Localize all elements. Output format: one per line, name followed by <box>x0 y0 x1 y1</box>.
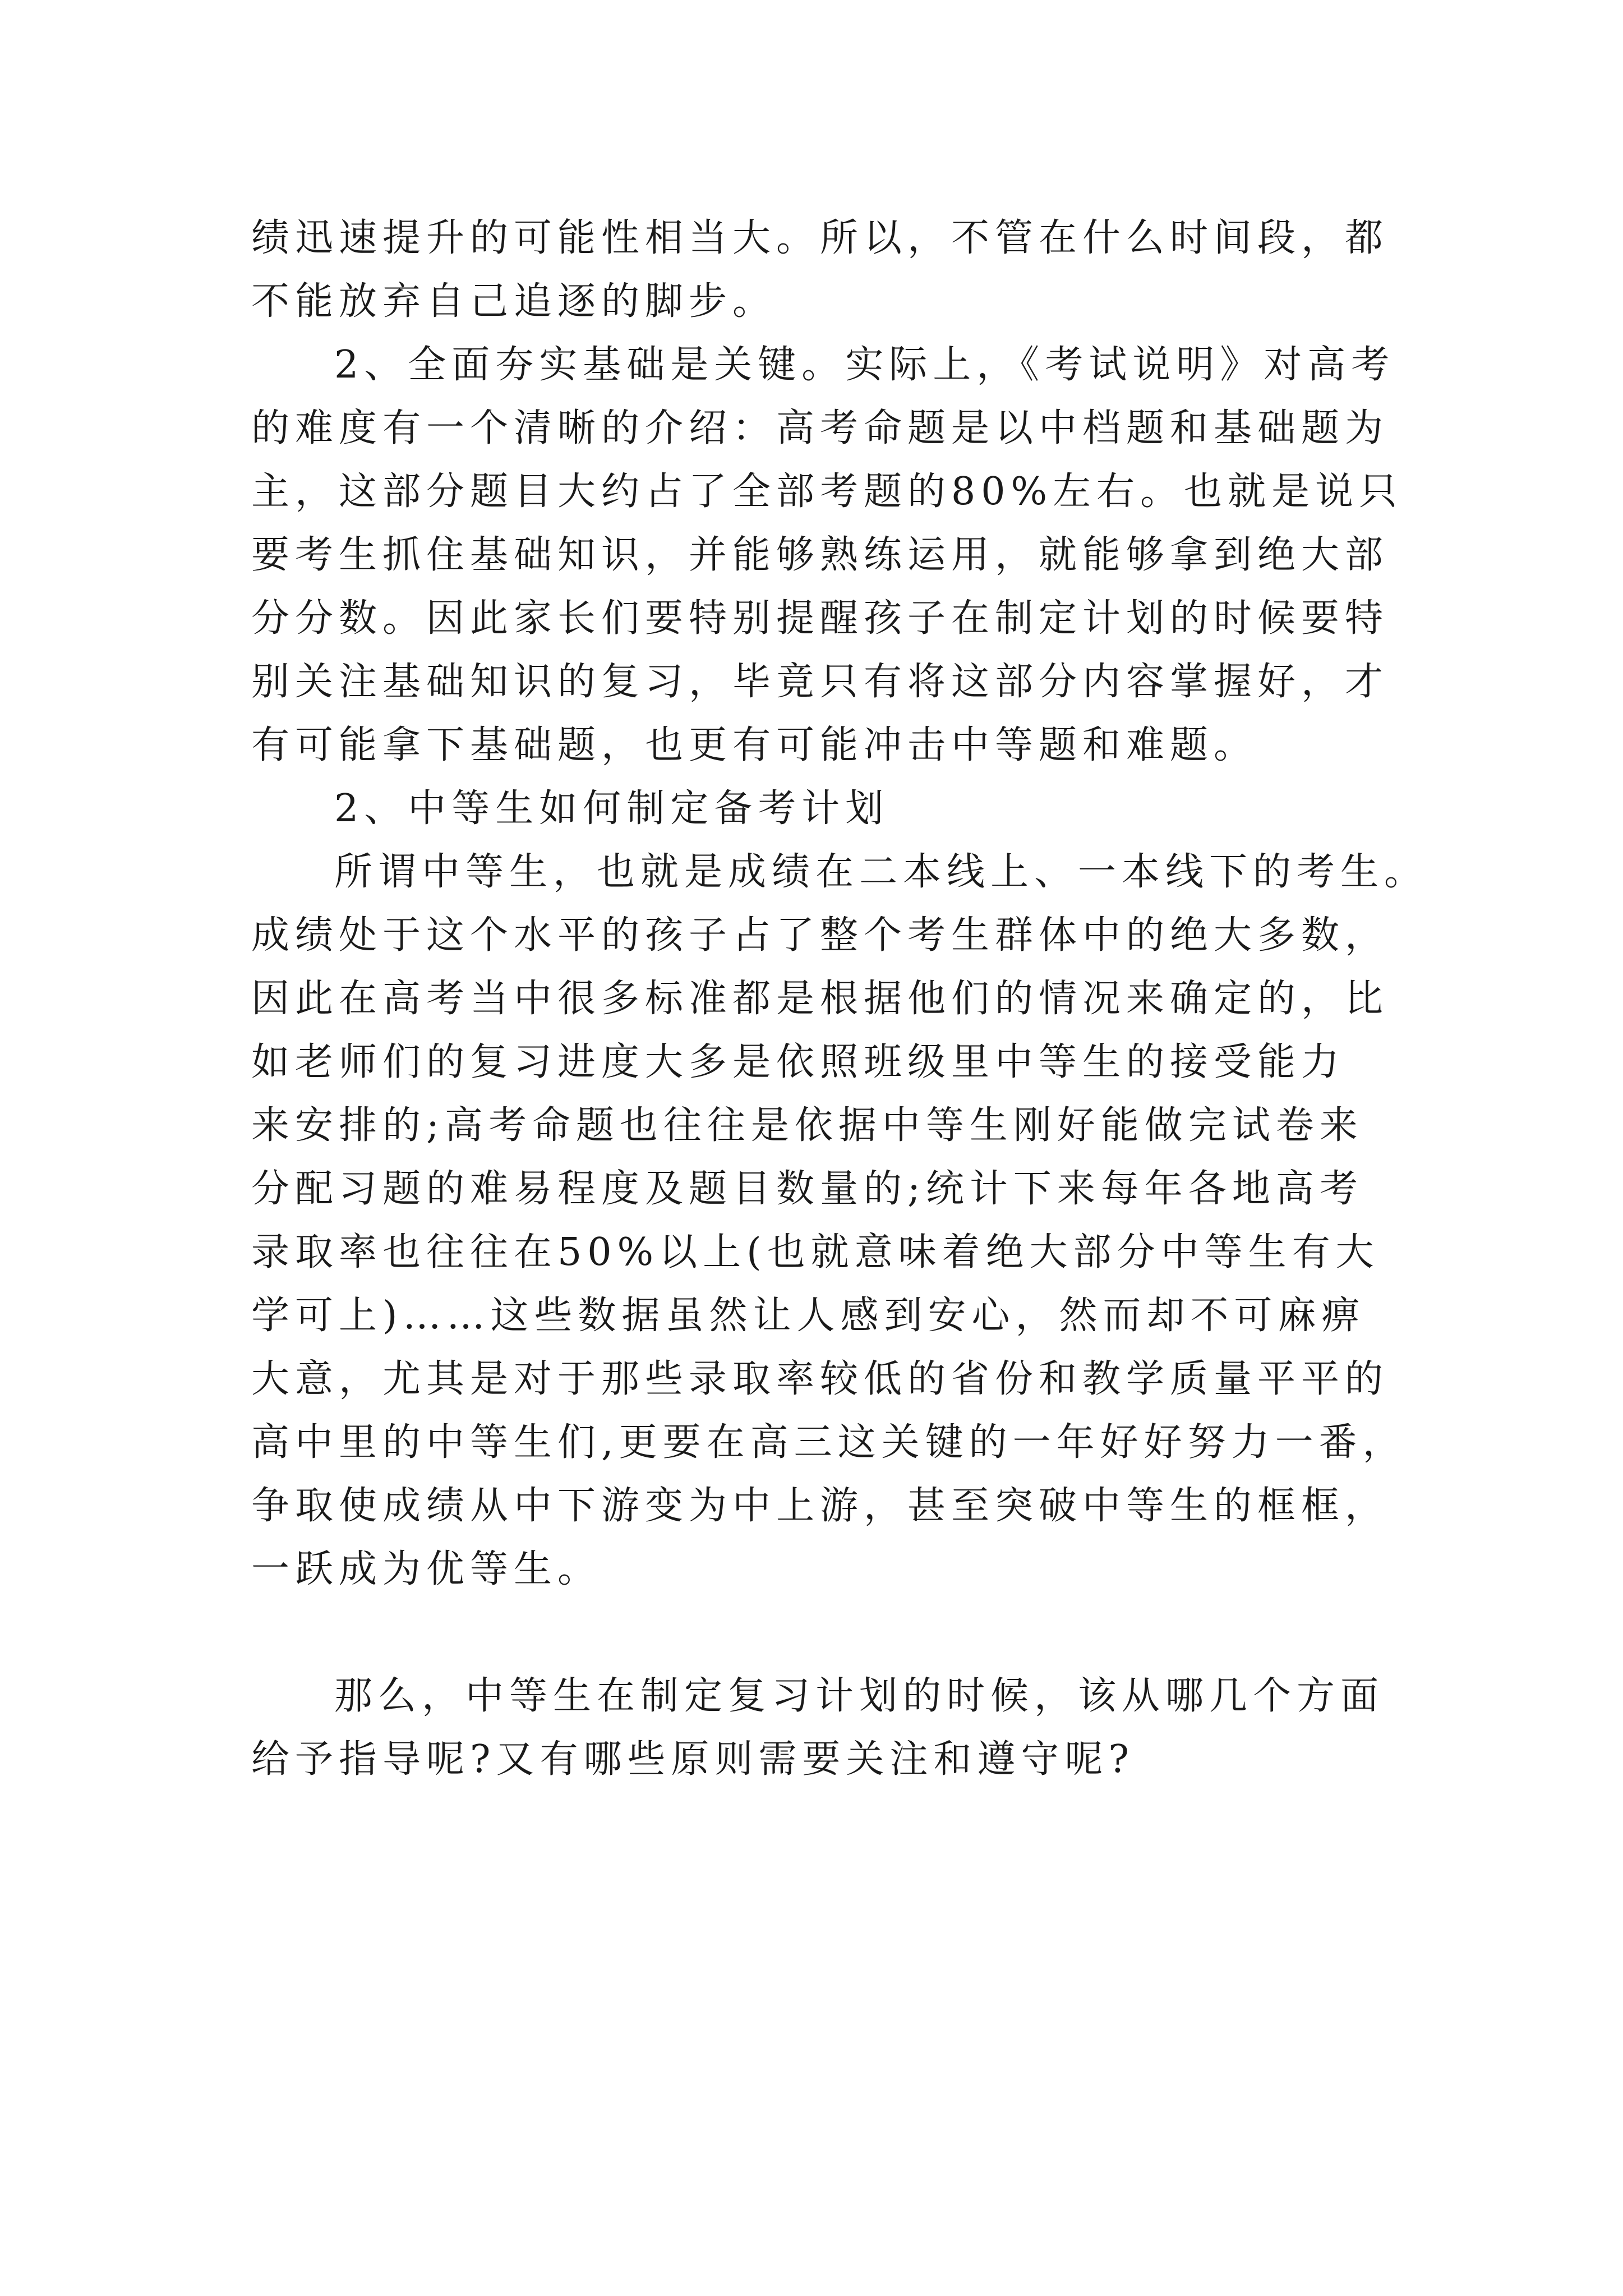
text-line: 的难度有一个清晰的介绍：高考命题是以中档题和基础题为 <box>251 406 1389 450</box>
text-line: 如老师们的复习进度大多是依照班级里中等生的接受能力 <box>251 1040 1345 1084</box>
text-line: 不能放弃自己追逐的脚步。 <box>251 279 777 324</box>
text-line: 有可能拿下基础题，也更有可能冲击中等题和难题。 <box>251 723 1258 767</box>
text-line: 争取使成绩从中下游变为中上游，甚至突破中等生的框框， <box>251 1484 1389 1528</box>
text-line: 因此在高考当中很多标准都是根据他们的情况来确定的，比 <box>251 977 1389 1021</box>
text-line: 分配习题的难易程度及题目数量的;统计下来每年各地高考 <box>251 1167 1363 1211</box>
text-line: 那么，中等生在制定复习计划的时候，该从哪几个方面 <box>334 1674 1385 1718</box>
text-line: 所谓中等生，也就是成绩在二本线上、一本线下的考生。 <box>334 850 1428 894</box>
text-line: 大意，尤其是对于那些录取率较低的省份和教学质量平平的 <box>251 1357 1389 1401</box>
text-line: 给予指导呢?又有哪些原则需要关注和遵守呢? <box>251 1737 1135 1782</box>
text-line: 2、全面夯实基础是关键。实际上，《考试说明》对高考 <box>334 343 1395 387</box>
body-text <box>251 206 1428 1791</box>
text-line: 录取率也往往在50%以上(也就意味着绝大部分中等生有大 <box>251 1230 1380 1274</box>
text-line: 分分数。因此家长们要特别提醒孩子在制定计划的时候要特 <box>251 596 1389 641</box>
blank-line <box>251 1601 1395 1664</box>
section-heading: 2、中等生如何制定备考计划 <box>334 786 889 831</box>
text-line: 成绩处于这个水平的孩子占了整个考生群体中的绝大多数， <box>251 913 1389 958</box>
text-line: 来安排的;高考命题也往往是依据中等生刚好能做完试卷来 <box>251 1103 1363 1148</box>
text-line: 高中里的中等生们,更要在高三这关键的一年好好努力一番， <box>251 1420 1407 1465</box>
text-line: 要考生抓住基础知识，并能够熟练运用，就能够拿到绝大部 <box>251 533 1389 577</box>
text-line: 学可上)……这些数据虽然让人感到安心，然而却不可麻痹 <box>251 1294 1366 1338</box>
text-line: 一跃成为优等生。 <box>251 1547 602 1591</box>
text-line: 绩迅速提升的可能性相当大。所以，不管在什么时间段，都 <box>251 216 1389 260</box>
text-line: 别关注基础知识的复习，毕竟只有将这部分内容掌握好，才 <box>251 660 1389 704</box>
text-line: 主，这部分题目大约占了全部考题的80%左右。也就是说只 <box>251 470 1403 514</box>
